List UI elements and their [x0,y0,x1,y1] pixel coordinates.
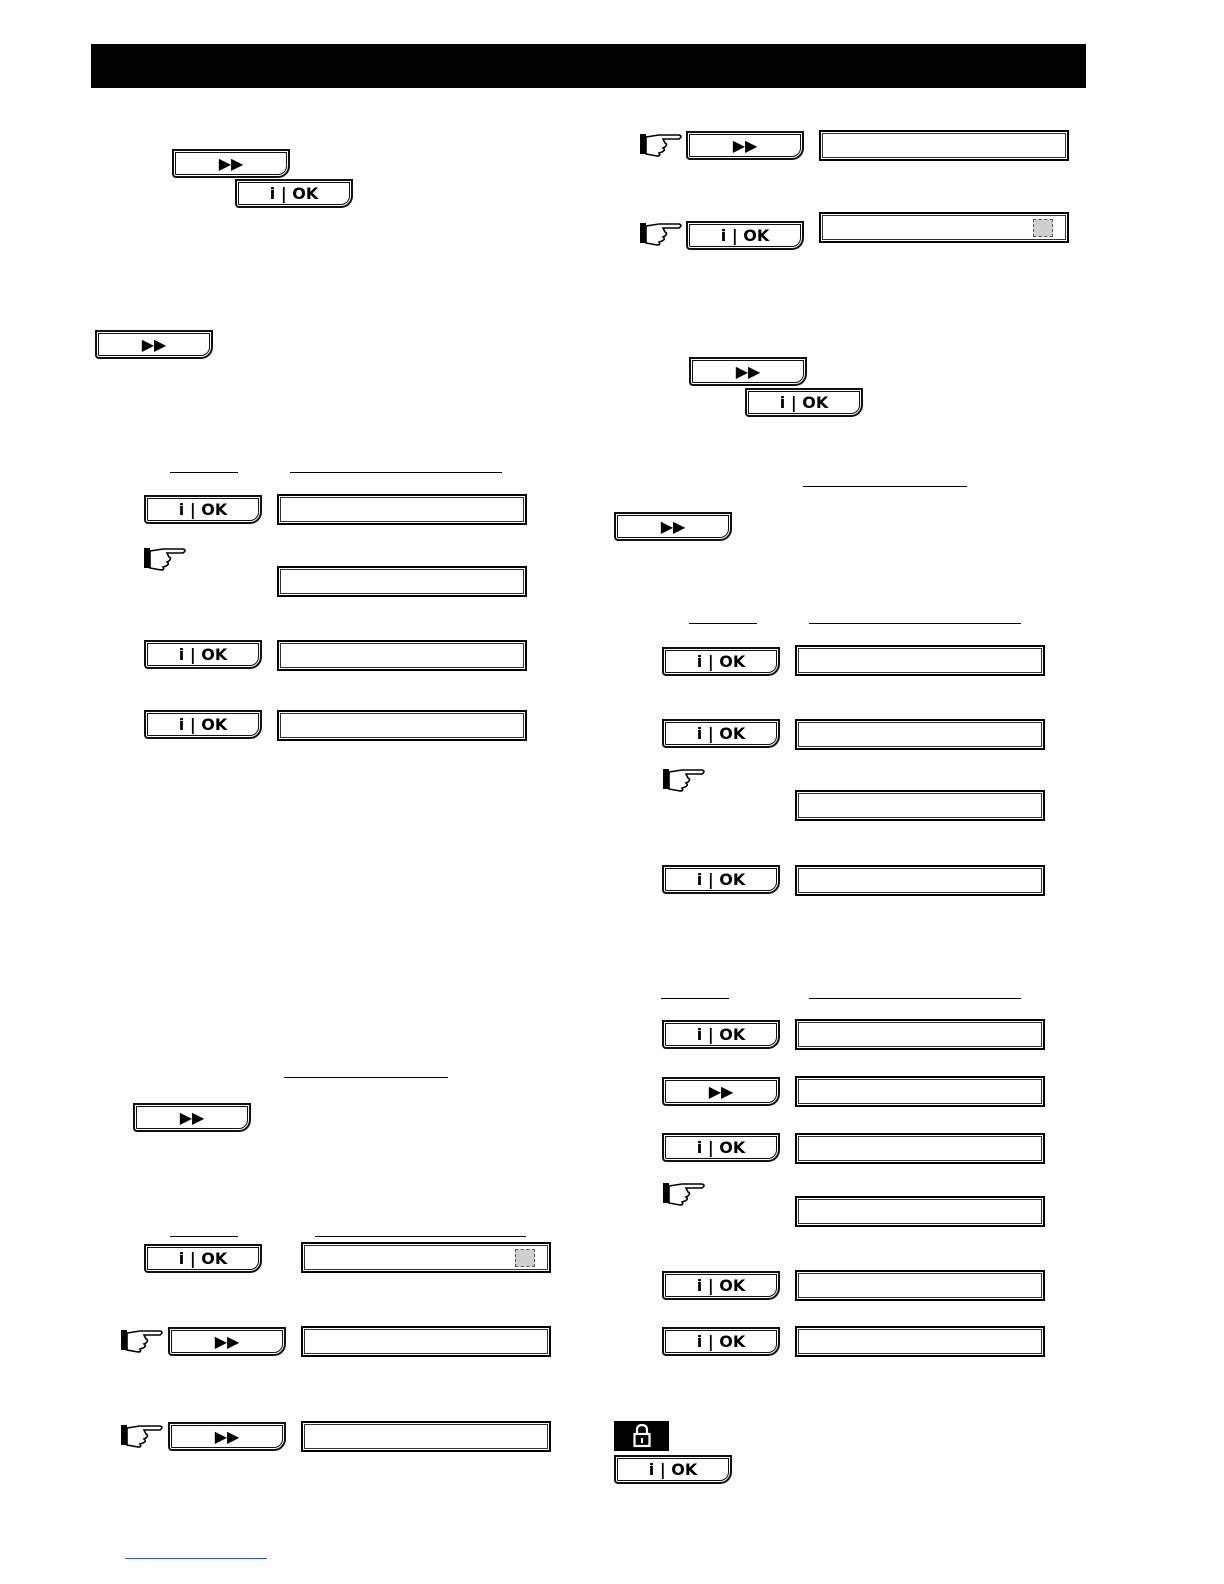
column-heading-underline [290,472,502,473]
column-heading-underline [170,472,238,473]
column-heading-underline [661,998,729,999]
ok-button[interactable] [614,1455,732,1484]
next-button[interactable] [168,1422,286,1451]
ok-button[interactable] [662,1327,780,1356]
lcd-display [795,1270,1045,1301]
next-icon: ▶▶ [732,136,758,155]
next-icon: ▶▶ [708,1082,734,1101]
ok-icon: i | OK [178,645,228,664]
section-heading-underline [284,1077,448,1078]
lcd-display [795,1019,1045,1050]
lcd-display [277,566,527,597]
lcd-display [301,1326,551,1357]
column-heading-underline [809,998,1021,999]
pointing-hand-icon [120,1422,166,1450]
ok-button[interactable] [144,640,262,669]
ok-button[interactable] [144,710,262,739]
next-icon: ▶▶ [214,1427,240,1446]
lcd-display [277,640,527,671]
section-heading-underline [803,486,967,487]
column-heading-underline [170,1236,238,1237]
lcd-display [301,1242,551,1273]
lcd-display [795,865,1045,896]
column-heading-underline [315,1236,526,1237]
lcd-display [795,1326,1045,1357]
ok-icon: i | OK [779,393,829,412]
ok-icon: i | OK [178,500,228,519]
ok-button[interactable] [662,1133,780,1162]
lcd-display [795,719,1045,750]
next-icon: ▶▶ [735,362,761,381]
next-button[interactable] [95,330,213,359]
ok-button[interactable] [686,221,804,250]
next-button[interactable] [172,149,290,178]
padlock-icon [632,1424,652,1448]
ok-icon: i | OK [720,226,770,245]
footer-link-underline[interactable] [125,1558,267,1559]
ok-button[interactable] [235,179,353,208]
column-heading-underline [689,623,757,624]
ok-icon: i | OK [178,715,228,734]
ok-icon: i | OK [178,1249,228,1268]
ok-icon: i | OK [696,1332,746,1351]
lcd-display [819,130,1069,161]
next-button[interactable] [614,512,732,541]
ok-icon: i | OK [269,184,319,203]
column-heading-underline [809,623,1021,624]
ok-button[interactable] [662,719,780,748]
next-button[interactable] [686,131,804,160]
ok-button[interactable] [144,1244,262,1273]
lcd-display [819,212,1069,243]
next-button[interactable] [689,357,807,386]
next-icon: ▶▶ [141,335,167,354]
blinking-cursor [515,1249,535,1267]
lcd-display [795,1076,1045,1107]
lcd-display [795,1133,1045,1164]
next-icon: ▶▶ [214,1332,240,1351]
pointing-hand-icon [120,1327,166,1355]
ok-button[interactable] [745,388,863,417]
header-bar [91,44,1086,88]
next-button[interactable] [133,1103,251,1132]
ok-button[interactable] [662,1020,780,1049]
lcd-display [301,1421,551,1452]
ok-icon: i | OK [696,652,746,671]
lcd-display [795,1196,1045,1227]
pointing-hand-icon [639,220,685,248]
lcd-display [795,645,1045,676]
pointing-hand-icon [143,545,189,573]
lock-key-indicator [614,1421,669,1451]
ok-icon: i | OK [696,724,746,743]
next-button[interactable] [168,1327,286,1356]
next-icon: ▶▶ [218,154,244,173]
blinking-cursor [1033,219,1053,237]
ok-icon: i | OK [696,870,746,889]
pointing-hand-icon [662,1180,708,1208]
lcd-display [277,494,527,525]
lcd-display [795,790,1045,821]
ok-button[interactable] [662,647,780,676]
ok-icon: i | OK [696,1276,746,1295]
ok-icon: i | OK [696,1025,746,1044]
next-icon: ▶▶ [660,517,686,536]
ok-button[interactable] [662,865,780,894]
ok-button[interactable] [662,1271,780,1300]
next-icon: ▶▶ [179,1108,205,1127]
lcd-display [277,710,527,741]
ok-icon: i | OK [696,1138,746,1157]
ok-button[interactable] [144,495,262,524]
pointing-hand-icon [662,766,708,794]
ok-icon: i | OK [648,1460,698,1479]
next-button[interactable] [662,1077,780,1106]
pointing-hand-icon [639,131,685,159]
